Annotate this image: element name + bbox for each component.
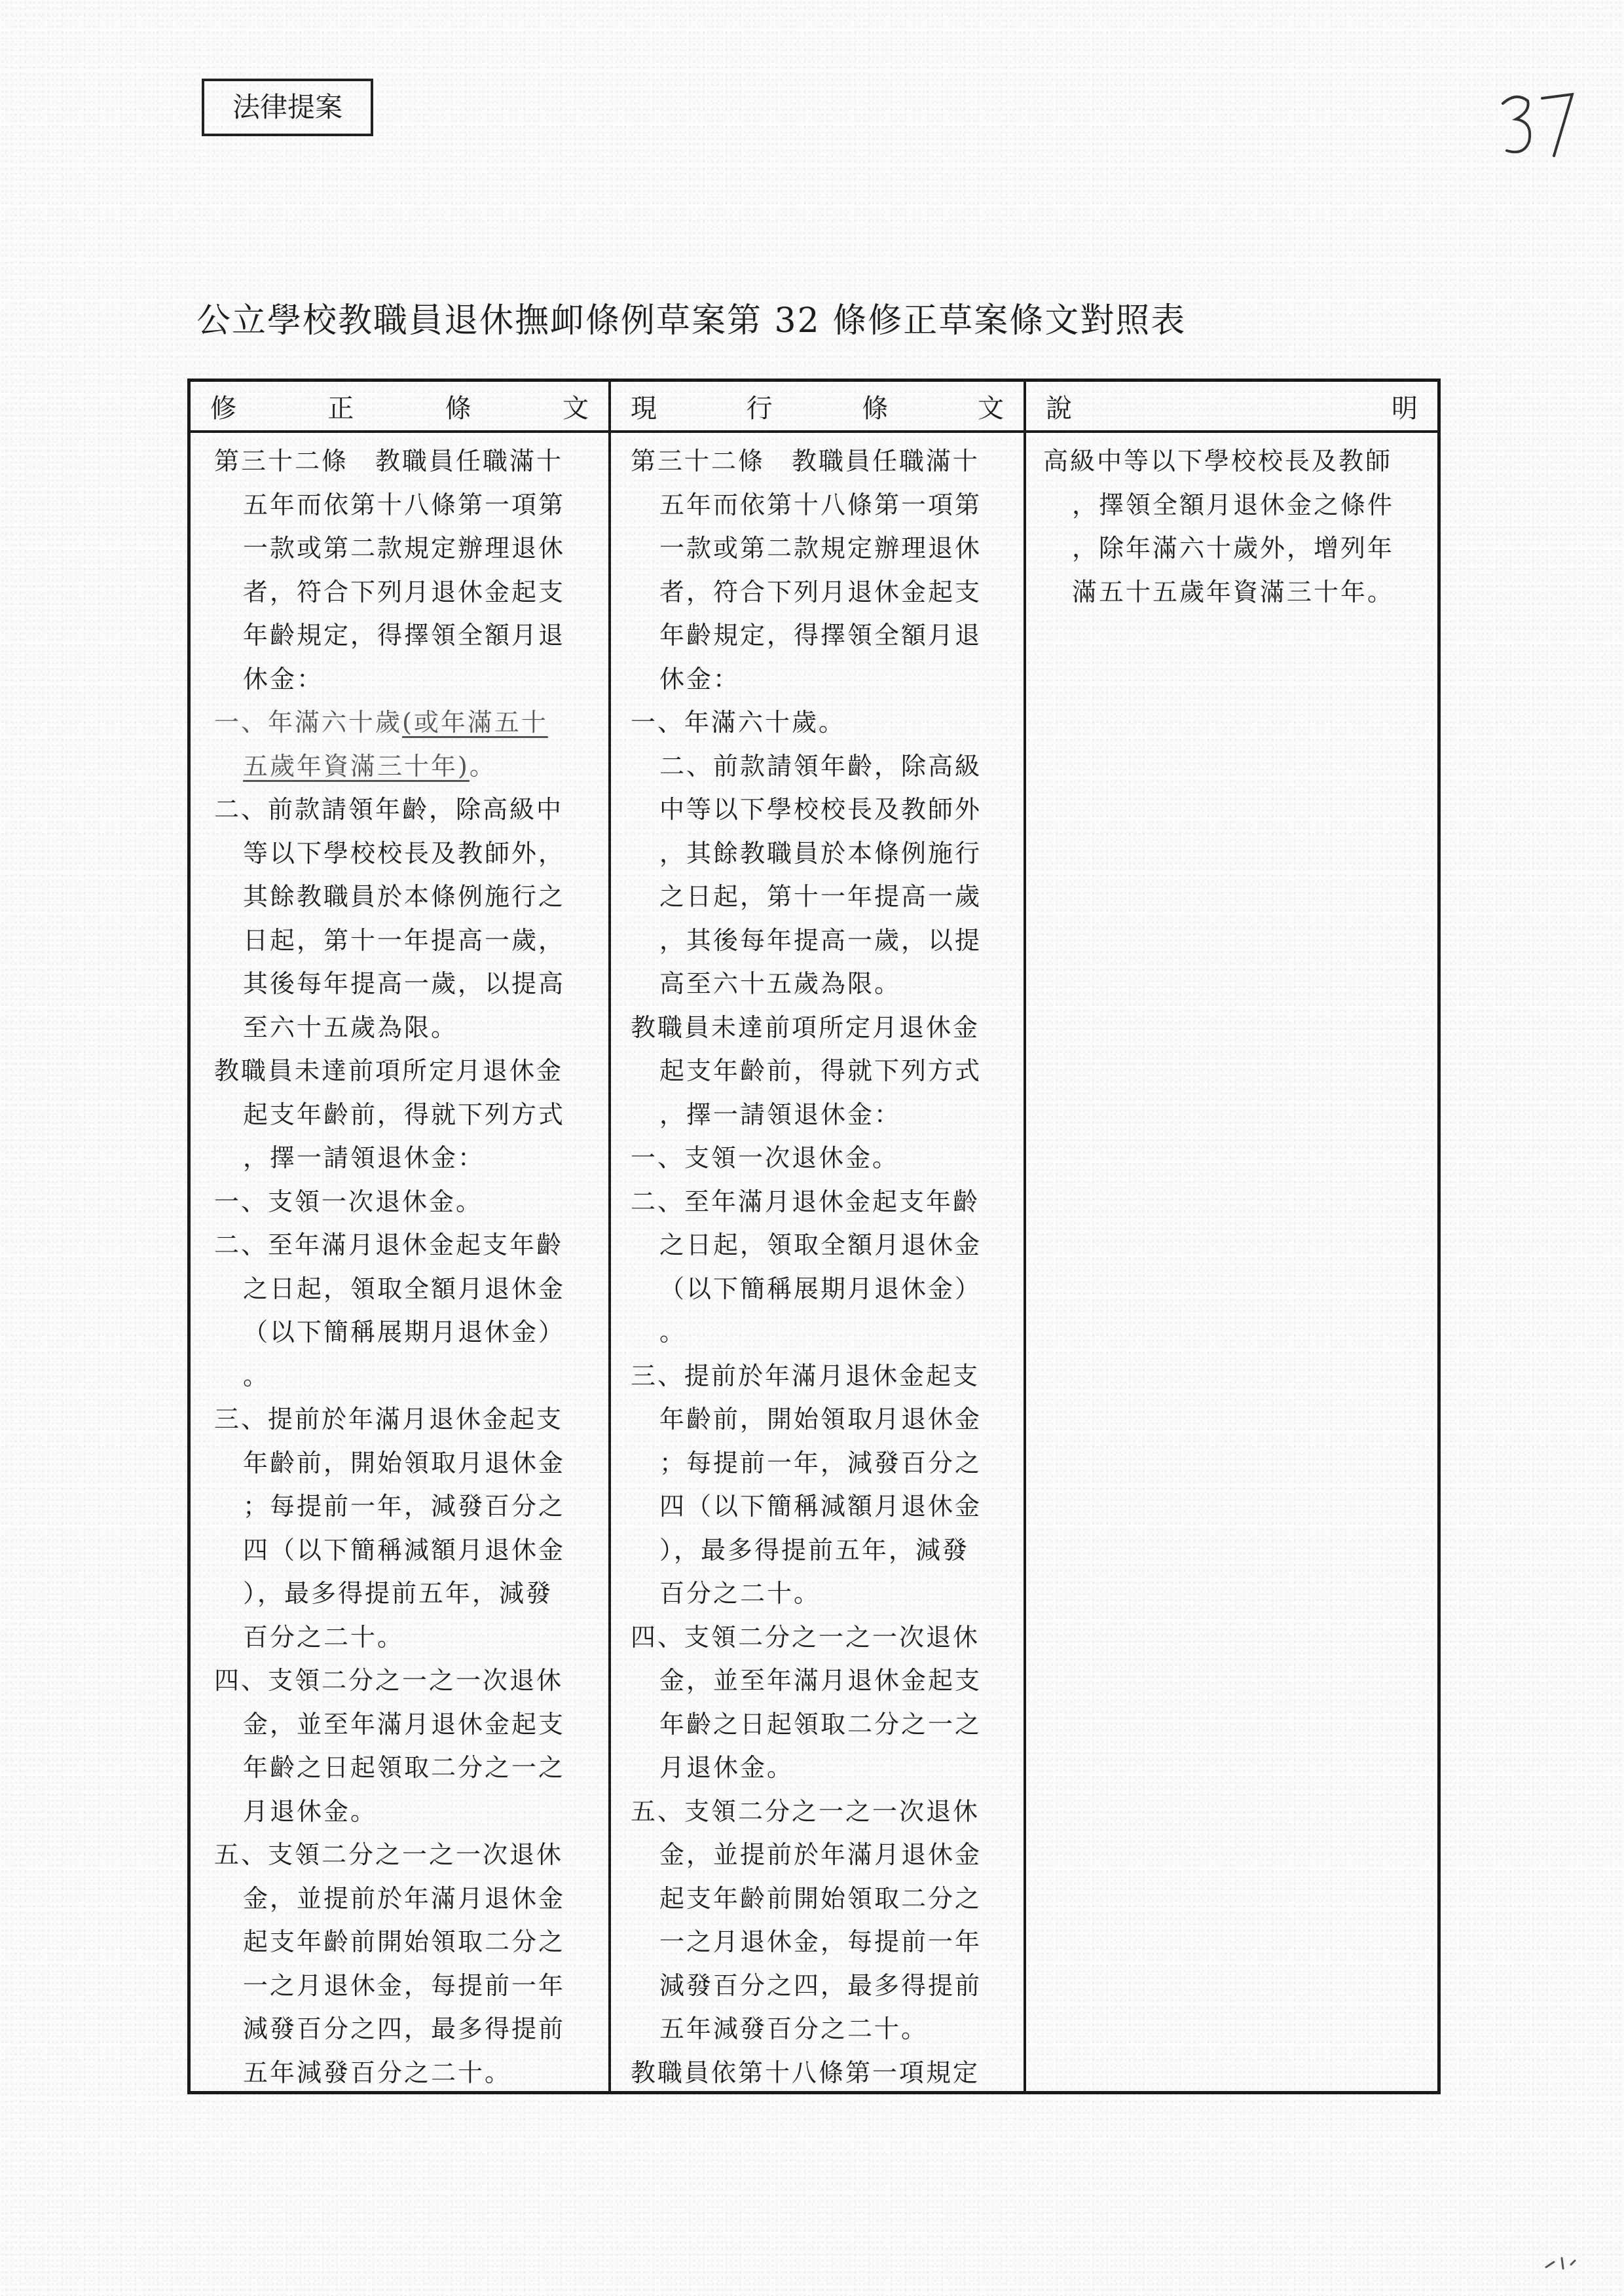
text-line: 二、前款請領年齡，除高級	[659, 751, 982, 781]
text-line: ，擇一請領退休金：	[243, 1143, 485, 1172]
text-line: 起支年齡前，得就下列方式	[243, 1100, 566, 1129]
text-line: ），最多得提前五年，減發	[659, 1535, 970, 1565]
text-line: 減發百分之四，最多得提前	[243, 2014, 566, 2043]
text-line: 二、至年滿月退休金起支年齡	[214, 1231, 564, 1259]
column-divider-1	[608, 382, 611, 2091]
text-line: 起支年齡前開始領取二分之	[243, 1927, 566, 1956]
text-line: 中等以下學校校長及教師外	[659, 795, 982, 824]
text-line: 者，符合下列月退休金起支	[659, 577, 982, 606]
text-line: 三、提前於年滿月退休金起支	[214, 1405, 564, 1434]
text-line: 三、提前於年滿月退休金起支	[631, 1361, 980, 1390]
text-line: ，擇一請領退休金：	[659, 1100, 902, 1129]
text-line: 二、前款請領年齡，除高級中	[214, 795, 564, 824]
text-line: 休金：	[243, 664, 324, 694]
text-line: 金，並提前於年滿月退休金	[243, 1883, 566, 1913]
text-line: 之日起，第十一年提高一歲	[659, 882, 982, 911]
legal-proposal-stamp: 法律提案	[202, 79, 373, 136]
header-divider	[191, 430, 1437, 433]
header-current-text: 現 行 條 文	[631, 393, 1004, 424]
text-line: 年齡規定，得擇領全額月退	[659, 621, 982, 650]
text-line: 四、支領二分之一之一次退休	[214, 1666, 564, 1695]
text-line: 百分之二十。	[659, 1579, 821, 1608]
text-line: 五、支領二分之一之一次退休	[631, 1796, 980, 1826]
text-line: 一、年滿六十歲。	[631, 708, 846, 737]
comparison-table	[187, 379, 1441, 2094]
text-line: 五歲年資滿三十年)。	[243, 751, 496, 781]
text-line: 一、支領一次退休金。	[214, 1187, 483, 1216]
text-line: 其餘教職員於本條例施行之	[243, 882, 566, 911]
text-line: 年齡之日起領取二分之一之	[243, 1753, 566, 1782]
text-line: ；每提前一年，減發百分之	[659, 1448, 982, 1477]
text-line: 減發百分之四，最多得提前	[659, 1971, 982, 2000]
text-line: 休金：	[659, 664, 741, 694]
text-line: 五年減發百分之二十。	[243, 2058, 512, 2087]
text-line: 一款或第二款規定辦理退休	[659, 534, 982, 563]
text-line: 四、支領二分之一之一次退休	[631, 1622, 980, 1652]
text-line: 年齡之日起領取二分之一之	[659, 1709, 982, 1739]
text-line: 月退休金。	[243, 1796, 378, 1826]
document-title: 公立學校教職員退休撫卹條例草案第 32 條修正草案條文對照表	[196, 301, 1187, 341]
text-line: ，其後每年提高一歲，以提	[659, 925, 982, 955]
text-line: 教職員依第十八條第一項規定	[631, 2058, 980, 2087]
text-line: ，除年滿六十歲外，增列年	[1072, 534, 1395, 563]
text-line: 金，並提前於年滿月退休金	[659, 1840, 982, 1869]
text-line: 。	[659, 1318, 687, 1346]
handwritten-page-number	[1490, 79, 1588, 164]
text-line: 五年而依第十八條第一項第	[659, 490, 982, 519]
text-line: 。	[243, 1361, 270, 1390]
text-line: 一、支領一次退休金。	[631, 1143, 900, 1172]
amended-text-column	[214, 439, 600, 2094]
text-line: 一、年滿六十歲(或年滿五十	[214, 708, 548, 737]
text-line: 年齡前，開始領取月退休金	[659, 1405, 982, 1434]
text-line: 五年而依第十八條第一項第	[243, 490, 566, 519]
header-amended-text: 修 正 條 文	[210, 393, 589, 424]
explanation-column	[1043, 439, 1430, 614]
text-line: 者，符合下列月退休金起支	[243, 577, 566, 606]
text-line: 五、支領二分之一之一次退休	[214, 1840, 564, 1869]
text-line: 百分之二十。	[243, 1622, 405, 1652]
text-line: 四（以下簡稱減額月退休金	[243, 1535, 566, 1565]
added-text: (或年滿五十	[402, 708, 548, 737]
text-line: 起支年齡前，得就下列方式	[659, 1056, 982, 1085]
text-line: 其後每年提高一歲，以提高	[243, 969, 566, 998]
text-line: ），最多得提前五年，減發	[243, 1579, 553, 1608]
current-text-column	[631, 439, 1017, 2094]
column-divider-2	[1024, 382, 1026, 2091]
text-line: 第三十二條 教職員任職滿十	[214, 447, 564, 475]
text-line: 至六十五歲為限。	[243, 1012, 458, 1042]
text-line: 五年減發百分之二十。	[659, 2014, 929, 2043]
text-line: 高至六十五歲為限。	[659, 969, 902, 998]
text-line: （以下簡稱展期月退休金）	[243, 1318, 566, 1346]
text-line: 教職員未達前項所定月退休金	[214, 1056, 564, 1085]
added-text: 五歲年資滿三十年)	[243, 751, 470, 781]
text-line: 一之月退休金，每提前一年	[243, 1971, 566, 2000]
text-line: 二、至年滿月退休金起支年齡	[631, 1187, 980, 1216]
text-line: （以下簡稱展期月退休金）	[659, 1274, 982, 1303]
text-line: ，其餘教職員於本條例施行	[659, 838, 982, 868]
header-explanation: 說 明	[1046, 393, 1418, 424]
text-line: 金，並至年滿月退休金起支	[659, 1666, 982, 1695]
text-line: 年齡規定，得擇領全額月退	[243, 621, 566, 650]
text-line: 一之月退休金，每提前一年	[659, 1927, 982, 1956]
stray-mark	[1542, 2253, 1581, 2272]
text-line: 起支年齡前開始領取二分之	[659, 1883, 982, 1913]
text-line: 四（以下簡稱減額月退休金	[659, 1492, 982, 1521]
text-line: 年齡前，開始領取月退休金	[243, 1448, 566, 1477]
text-line: ，擇領全額月退休金之條件	[1072, 490, 1395, 519]
text-line: 等以下學校校長及教師外，	[243, 838, 566, 868]
text-line: 日起，第十一年提高一歲，	[243, 925, 566, 955]
text-line: 第三十二條 教職員任職滿十	[631, 447, 980, 475]
text-line: 月退休金。	[659, 1753, 794, 1782]
text-line: 教職員未達前項所定月退休金	[631, 1012, 980, 1042]
text-line: 之日起，領取全額月退休金	[243, 1274, 566, 1303]
text-line: 一款或第二款規定辦理退休	[243, 534, 566, 563]
text-line: 高級中等以下學校校長及教師	[1043, 447, 1393, 475]
text-line: 金，並至年滿月退休金起支	[243, 1709, 566, 1739]
text-line: 滿五十五歲年資滿三十年。	[1072, 577, 1395, 606]
text-line: ；每提前一年，減發百分之	[243, 1492, 566, 1521]
text-line: 之日起，領取全額月退休金	[659, 1231, 982, 1259]
